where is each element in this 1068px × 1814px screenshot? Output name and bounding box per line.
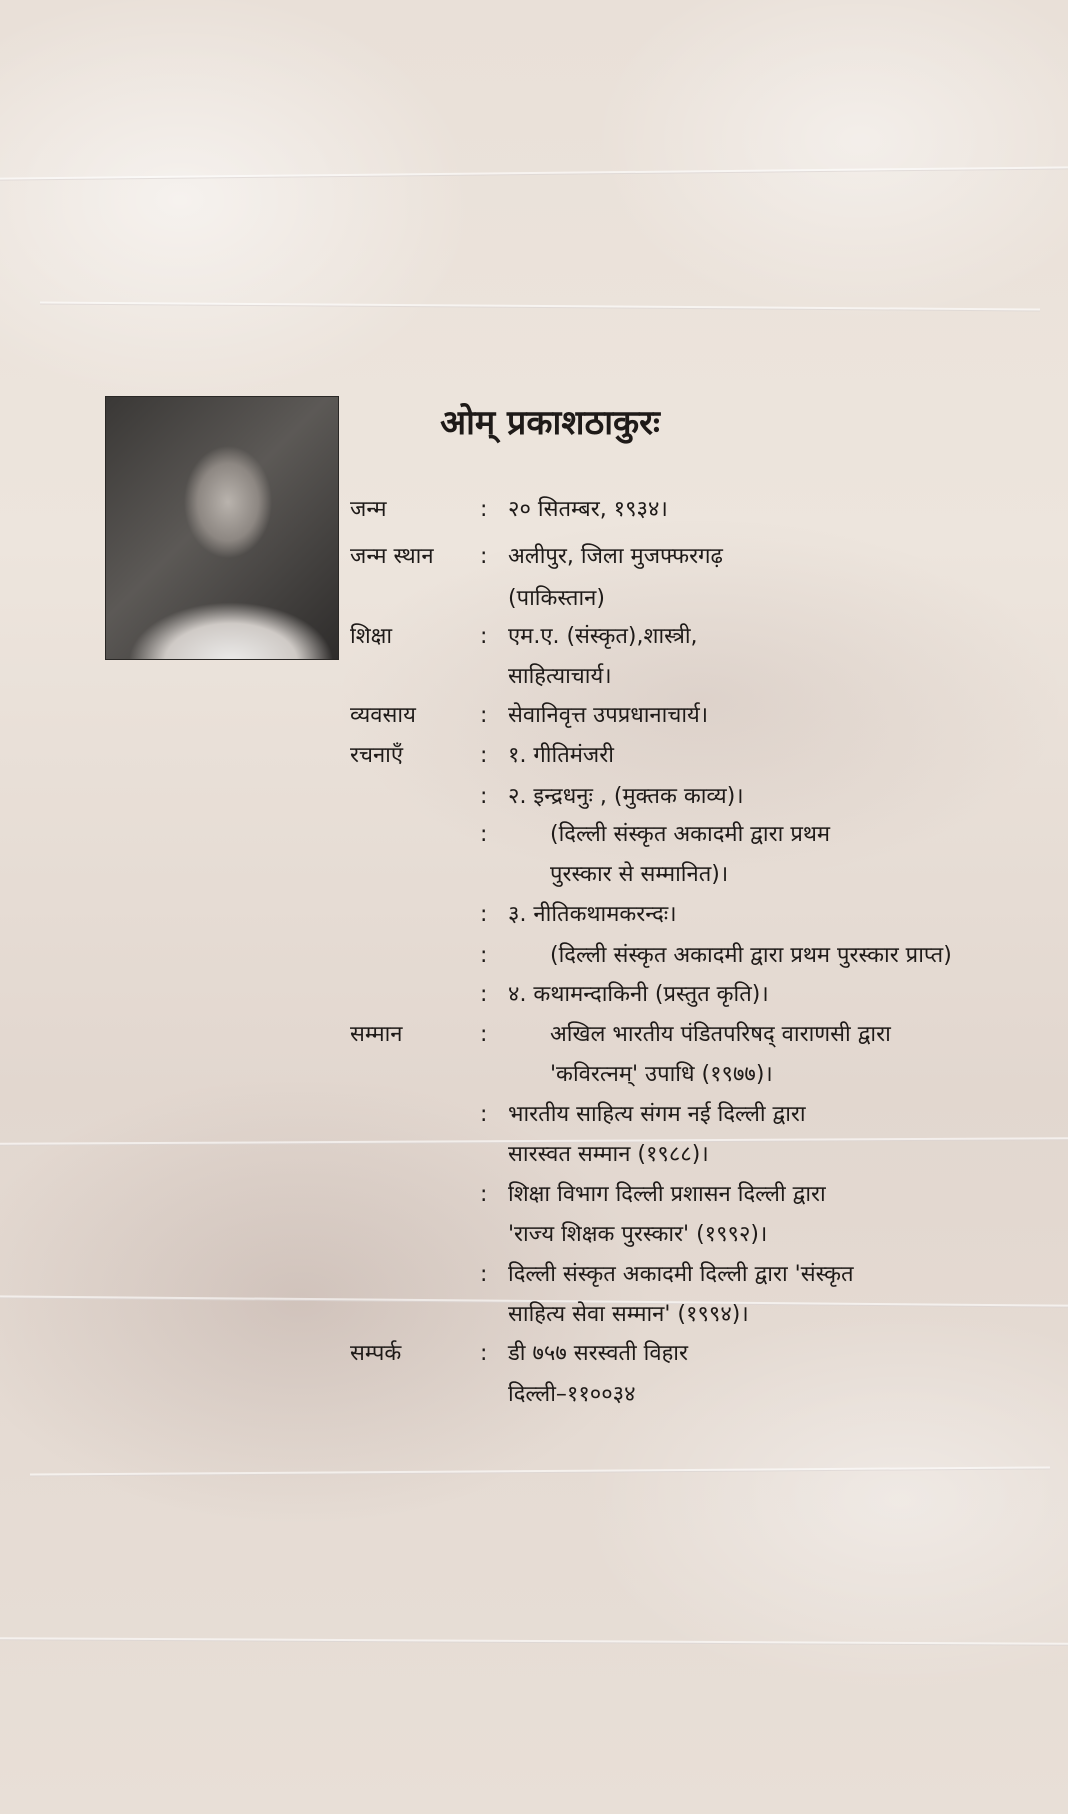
paper-crease bbox=[40, 302, 1040, 312]
samman-item-3-cont: 'राज्य शिक्षक पुरस्कार' (१९९२)। bbox=[508, 1222, 768, 1247]
samman-item-1-cont: 'कविरत्नम्' उपाधि (१९७७)। bbox=[550, 1062, 773, 1087]
value-sampark-address: डी ७५७ सरस्वती विहार bbox=[508, 1341, 688, 1366]
rachna-item-2: २. इन्द्रधनुः , (मुक्तक काव्य)। bbox=[508, 784, 744, 809]
value-janm-sthan-cont: (पाकिस्तान) bbox=[508, 586, 605, 611]
paper-crease bbox=[0, 1637, 1068, 1646]
colon: : bbox=[480, 943, 488, 968]
label-vyavsay: व्यवसाय bbox=[350, 703, 416, 728]
rachna-item-1: १. गीतिमंजरी bbox=[508, 743, 614, 768]
colon: : bbox=[480, 1341, 488, 1366]
samman-item-2-cont: सारस्वत सम्मान (१९८८)। bbox=[508, 1142, 709, 1167]
paper-crease bbox=[0, 166, 1068, 180]
colon: : bbox=[480, 1022, 488, 1047]
colon: : bbox=[480, 982, 488, 1007]
colon: : bbox=[480, 624, 488, 649]
colon: : bbox=[480, 497, 488, 522]
colon: : bbox=[480, 1182, 488, 1207]
label-rachnayen: रचनाएँ bbox=[350, 743, 404, 768]
label-janm-sthan: जन्म स्थान bbox=[350, 544, 434, 569]
value-shiksha-cont: साहित्याचार्य। bbox=[508, 664, 612, 689]
colon: : bbox=[480, 743, 488, 768]
samman-item-2: भारतीय साहित्य संगम नई दिल्ली द्वारा bbox=[508, 1102, 806, 1127]
rachna-item-3: ३. नीतिकथामकरन्दः। bbox=[508, 902, 677, 927]
rachna-item-4: ४. कथामन्दाकिनी (प्रस्तुत कृति)। bbox=[508, 982, 769, 1007]
value-janm: २० सितम्बर, १९३४। bbox=[508, 497, 668, 522]
value-shiksha: एम.ए. (संस्कृत),शास्त्री, bbox=[508, 624, 698, 649]
label-samman: सम्मान bbox=[350, 1022, 403, 1047]
colon: : bbox=[480, 544, 488, 569]
colon: : bbox=[480, 703, 488, 728]
rachna-item-2-note-cont: पुरस्कार से सम्मानित)। bbox=[550, 862, 729, 887]
samman-item-3: शिक्षा विभाग दिल्ली प्रशासन दिल्ली द्वारा bbox=[508, 1182, 826, 1207]
colon: : bbox=[480, 784, 488, 809]
value-sampark-city: दिल्ली–११००३४ bbox=[508, 1382, 636, 1407]
value-janm-sthan: अलीपुर, जिला मुजफ्फरगढ़ bbox=[508, 544, 723, 569]
rachna-item-3-note: (दिल्ली संस्कृत अकादमी द्वारा प्रथम पुरस्कार प्राप्त) bbox=[550, 943, 952, 968]
rachna-item-2-note: (दिल्ली संस्कृत अकादमी द्वारा प्रथम bbox=[550, 822, 831, 847]
label-shiksha: शिक्षा bbox=[350, 624, 393, 649]
colon: : bbox=[480, 822, 488, 847]
colon: : bbox=[480, 902, 488, 927]
colon: : bbox=[480, 1262, 488, 1287]
samman-item-4: दिल्ली संस्कृत अकादमी दिल्ली द्वारा 'संस्कृत bbox=[508, 1262, 854, 1287]
samman-item-4-cont: साहित्य सेवा सम्मान' (१९९४)। bbox=[508, 1302, 749, 1327]
label-sampark: सम्पर्क bbox=[350, 1341, 402, 1366]
value-vyavsay: सेवानिवृत्त उपप्रधानाचार्य। bbox=[508, 703, 709, 728]
paper-crease bbox=[30, 1466, 1050, 1476]
label-janm: जन्म bbox=[350, 497, 387, 522]
author-photo bbox=[105, 396, 339, 660]
author-name-heading: ओम् प्रकाशठाकुरः bbox=[440, 403, 660, 443]
colon: : bbox=[480, 1102, 488, 1127]
samman-item-1: अखिल भारतीय पंडितपरिषद् वाराणसी द्वारा bbox=[550, 1022, 891, 1047]
